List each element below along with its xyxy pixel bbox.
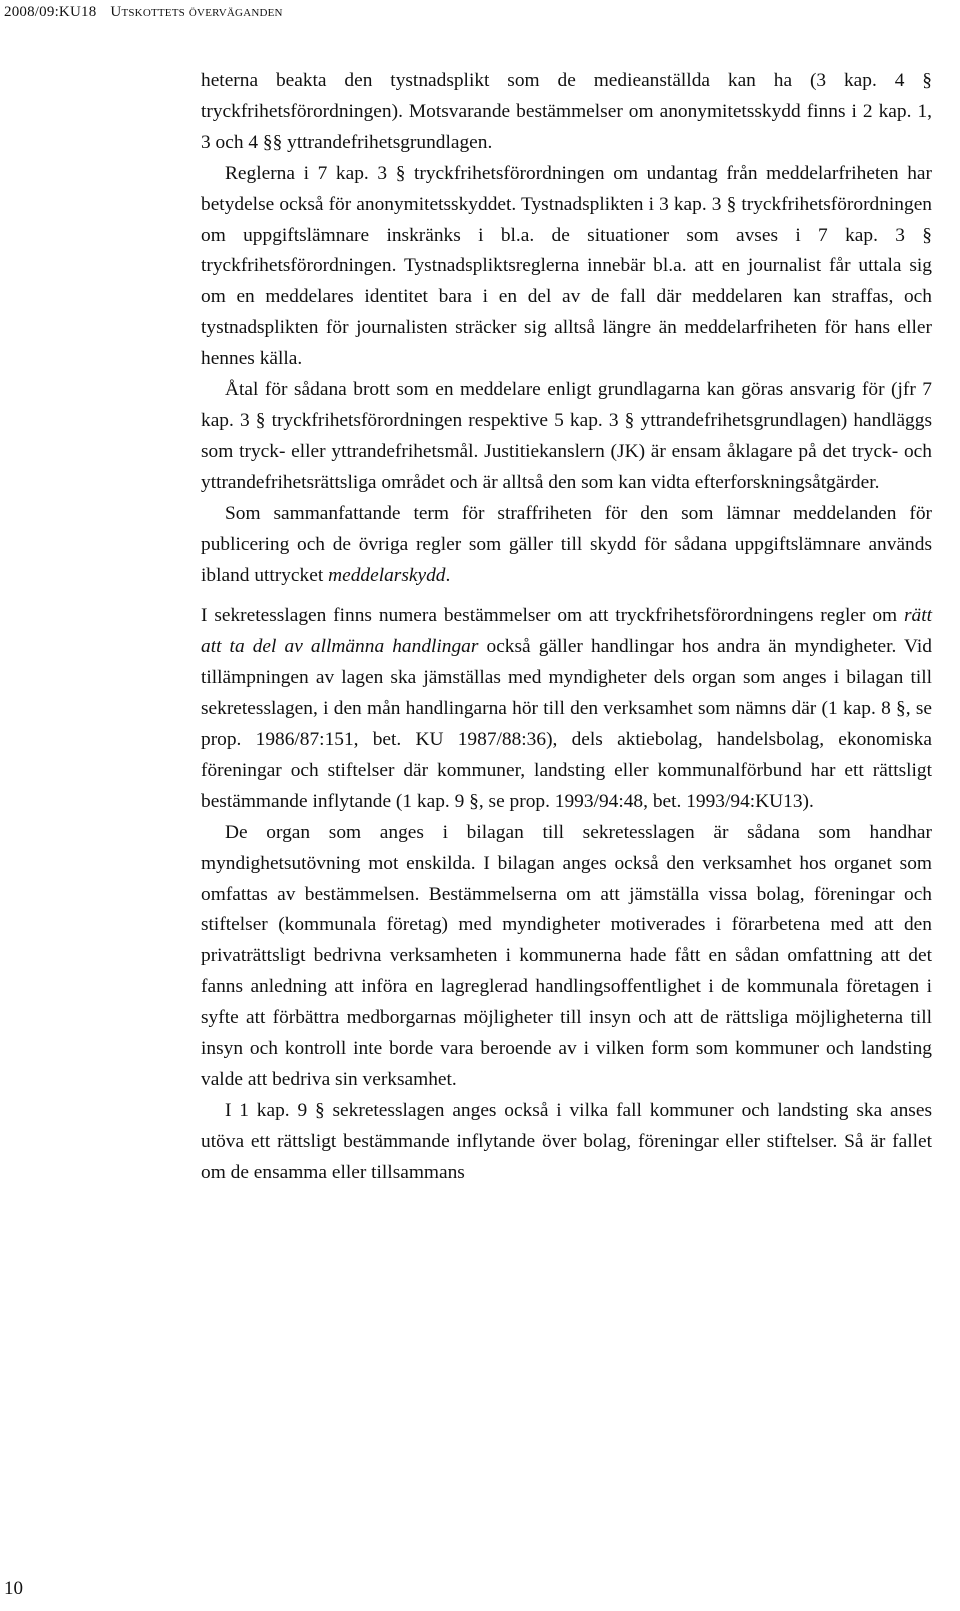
paragraph-text: Åtal för sådana brott som en meddelare enligt grundlagarna kan göras ansvarig för (jfr 7 kap. 3 § tryckfrihetsförordningen respektive 5 kap. 3 § yttrandefrihetsgrundlagen) handläggs som tryck- eller yttrandefrihetsmål. Justitiekanslern (JK) är ensam åklagare på det tryck- och yttrandefrihetsrättsliga området och är alltså den som kan vidta efterforskningsåtgärder. xyxy=(201,379,932,493)
paragraph-text: Som sammanfattande term för straffriheten för den som lämnar meddelanden för publicering och de övriga regler som gäller till skydd för sådana uppgiftslämnare används ibland uttrycket xyxy=(201,502,932,586)
page-number: 10 xyxy=(4,1578,23,1599)
paragraph-text: . xyxy=(445,564,451,586)
document-id: 2008/09:KU18 xyxy=(4,4,97,20)
paragraph xyxy=(201,375,932,499)
paragraph-text: också gäller handlingar hos andra än myndigheter. Vid tillämpningen av lagen ska jämställas med myndigheter dels organ som anges i bilagan till sekretesslagen, i den mån handlingarna hör till den verksamhet som nämns där (1 kap. 8 §, se prop. 1986/87:151, bet. KU 1987/88:36), dels aktiebolag, handelsbolag, ekonomiska föreningar och stiftelser där kommuner, landsting eller kommunalförbund har ett rättsligt bestämmande inflytande (1 kap. 9 §, se prop. 1993/94:48, bet. 1993/94:KU13). xyxy=(201,636,932,812)
paragraph-text: I 1 kap. 9 § sekretesslagen anges också i vilka fall kommuner och landsting ska anses utöva ett rättsligt bestämmande inflytande över bolag, föreningar eller stiftelser. Så är fallet om de ensamma eller tillsammans xyxy=(201,1099,932,1183)
section-title: Utskottets överväganden xyxy=(110,4,283,20)
paragraph xyxy=(201,601,932,817)
emphasized-term: rätt att ta del av allmänna handlingar xyxy=(201,605,932,658)
running-header xyxy=(4,4,283,21)
body-text xyxy=(201,66,932,1189)
emphasized-term: meddelarskydd xyxy=(328,564,446,586)
paragraph xyxy=(201,66,932,159)
paragraph-text: Reglerna i 7 kap. 3 § tryckfrihetsförordningen om undantag från meddelarfriheten har betydelse också för anonymitetsskyddet. Tystnadsplikten i 3 kap. 3 § tryckfrihetsförordningen om uppgiftslämnare inskränks i bl.a. de situationer som avses i 7 kap. 3 § tryckfrihetsförordningen. Tystnadspliktsreglerna innebär bl.a. att en journalist får uttala sig om en meddelares identitet bara i en del av de fall där meddelaren kan straffas, och tystnadsplikten för journalisten sträcker sig alltså längre än meddelarfriheten för hans eller hennes källa. xyxy=(201,162,932,370)
paragraph-text: De organ som anges i bilagan till sekretesslagen är sådana som handhar myndighetsutövning mot enskilda. I bilagan anges också den verksamhet hos organet som omfattas av bestämmelsen. Bestämmelserna om att jämställa vissa bolag, föreningar och stiftelser (kommunala företag) med myndigheter motiverades i förarbetena med att den privaträttsligt bedrivna verksamheten i kommunerna hade fått en sådan omfattning att det fanns anledning att införa en lagreglerad handlingsoffentlighet i de kommunala företagen i syfte att förbättra medborgarnas möjligheter till insyn och att de rättsliga möjligheterna till insyn och kontroll inte borde vara beroende av i vilken form som kommuner och landsting valde att bedriva sin verksamhet. xyxy=(201,821,932,1090)
paragraph-text: I sekretesslagen finns numera bestämmelser om att tryckfrihetsförordningens regler om xyxy=(201,605,904,627)
paragraph xyxy=(201,159,932,375)
paragraph xyxy=(201,499,932,592)
paragraph xyxy=(201,1096,932,1189)
paragraph-text: heterna beakta den tystnadsplikt som de medieanställda kan ha (3 kap. 4 § tryckfrihetsförordningen). Motsvarande bestämmelser om anonymitetsskydd finns i 2 kap. 1, 3 och 4 §§ yttrandefrihetsgrundlagen. xyxy=(201,70,932,153)
paragraph xyxy=(201,818,932,1096)
